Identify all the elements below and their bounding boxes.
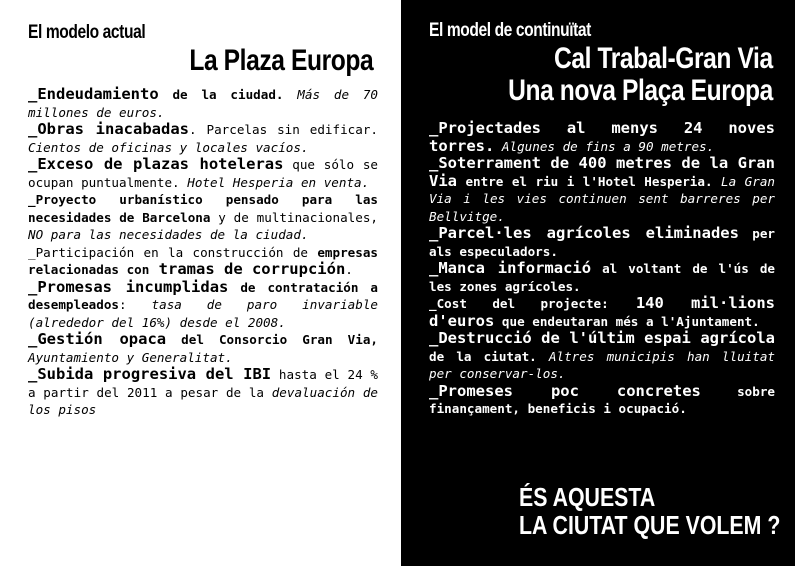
item-heading: _Promeses poc concretes (429, 381, 701, 400)
item-text: . Parcelas sin edificar. (188, 122, 378, 137)
item-bold: empresas relacionadas con (28, 244, 378, 277)
item-text: que sólo se ocupan puntualmente. (28, 157, 378, 190)
item-italic: devaluación de los pisos (28, 384, 379, 417)
item-bold: del Consorcio Gran Via, (166, 332, 378, 347)
list-item (429, 120, 775, 155)
item-italic: La Gran Via i les vies continuen sent barreres per Bellvitge. (429, 173, 775, 224)
item-heading: _Manca informació (429, 259, 592, 277)
list-item (28, 244, 378, 279)
item-bold: sobre finançament, beneficis i ocupació. (429, 383, 775, 416)
right-big-title-line1: Cal Trabal-Gran Via (554, 42, 773, 75)
item-heading: _Parcel·les agrícoles eliminades (429, 224, 739, 242)
item-text: : (119, 297, 127, 312)
item-italic: NO para las necesidades de la ciudad. (28, 227, 309, 242)
left-body (28, 86, 378, 419)
item-heading: 140 mil·lions d'euros (429, 294, 775, 330)
item-bold: de la ciutat. (429, 348, 537, 364)
right-panel (401, 0, 795, 566)
item-bold: _Cost del projecte: (429, 296, 609, 311)
item-heading: tramas de corrupción (149, 260, 346, 278)
item-text: _Participación en la construcción de (28, 244, 308, 260)
list-item (28, 331, 378, 366)
closing-question-line1: ÉS AQUESTA (519, 482, 656, 512)
list-item (429, 155, 775, 225)
item-italic: Más de 70 millones de euros. (28, 87, 379, 120)
right-body (429, 120, 775, 418)
list-item (28, 279, 378, 332)
list-item (28, 86, 378, 121)
item-text: hasta el 24 % a partir del 2011 a pesar de la (28, 367, 378, 400)
item-text: . (345, 262, 353, 277)
item-bold: al voltant de l'ús de les zones agrícoles. (429, 261, 776, 294)
item-text: y de multinacionales, (210, 209, 378, 225)
left-small-title: El modelo actual (28, 22, 146, 43)
item-heading: _Endeudamiento (28, 85, 159, 103)
item-heading: _Promesas incumplidas (28, 277, 229, 296)
closing-question (519, 483, 780, 539)
list-item (28, 156, 378, 191)
item-italic: Ayuntamiento y Generalitat. (28, 349, 233, 365)
list-item (429, 260, 775, 295)
item-heading: _Gestión opaca (28, 330, 167, 348)
list-item (429, 295, 775, 330)
list-item (28, 366, 378, 419)
item-italic: Cientos de oficinas y locales vacíos. (28, 139, 309, 155)
item-heading: _Proyecto urbanístico pensado para las necesidades de Barcelona (28, 192, 378, 225)
item-bold: de la ciudad. (158, 87, 284, 102)
item-italic: Algunes de fins a 90 metres. (494, 138, 715, 154)
closing-question-line2: LA CIUTAT QUE VOLEM ? (519, 510, 781, 540)
item-heading: _Subida progresiva del IBI (28, 365, 272, 383)
list-item (28, 191, 378, 244)
item-bold: de contratación a desempleados (28, 279, 378, 312)
list-item (28, 121, 378, 156)
item-heading: _Soterrament de 400 metres de la Gran Via (429, 154, 775, 190)
list-item (429, 383, 775, 418)
item-italic: tasa de paro invariable (alrededor del 16%) desde el 2008. (28, 297, 378, 330)
item-bold: que endeutaran més a l'Ajuntament. (494, 313, 760, 329)
item-italic: Hotel Hesperia en venta. (179, 174, 370, 190)
right-big-title-line2: Una nova Plaça Europa (508, 74, 773, 107)
item-heading: _Destrucció de l'últim espai agrícola (429, 329, 775, 347)
list-item (429, 225, 775, 260)
left-big-title: La Plaza Europa (189, 44, 373, 77)
list-item (429, 330, 775, 383)
right-small-title: El model de continuïtat (429, 20, 591, 41)
item-bold: entre el riu i l'Hotel Hesperia. (457, 173, 713, 189)
item-bold: per als especuladors. (429, 226, 775, 259)
item-italic: Altres municipis han lluitat per conservar-los. (429, 348, 775, 381)
item-heading: _Projectades al menys 24 noves torres. (429, 119, 775, 155)
item-heading: _Exceso de plazas hoteleras (28, 155, 284, 173)
item-heading: _Obras inacabadas (28, 120, 189, 138)
